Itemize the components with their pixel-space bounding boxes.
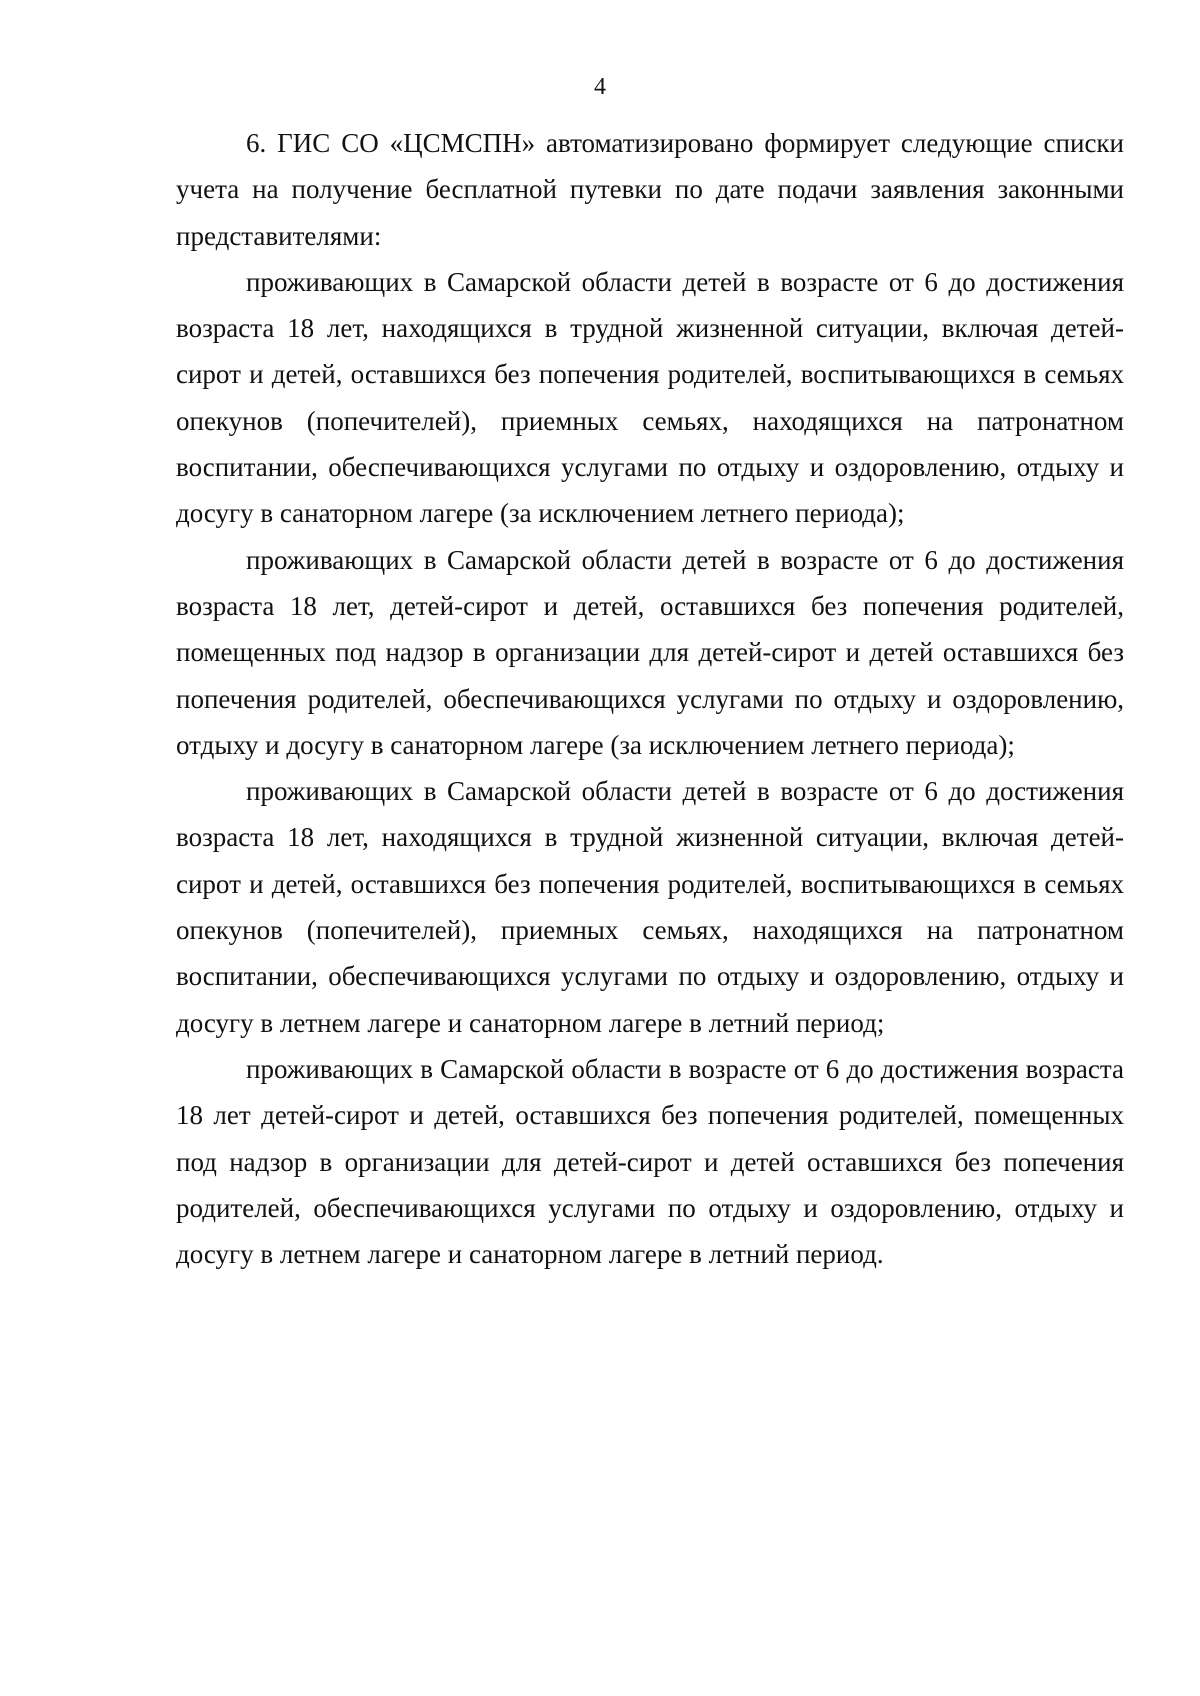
paragraph-list-item: проживающих в Самарской области детей в возрасте от 6 до достижения возраста 18 лет, находящихся в трудной жизненной ситуации, включая детей-сирот и детей, оставшихся без попечения родителей, воспитывающихся в семьях опекунов (попечителей), приемных семьях, находящихся на патронатном воспитании, обеспечивающихся услугами по отдыху и оздоровлению, отдыху и досугу в санаторном лагере (за исключением летнего периода); (176, 266, 1124, 529)
paragraph-intro: 6. ГИС СО «ЦСМСПН» автоматизировано формирует следующие списки учета на получение бесплатной путевки по дате подачи заявления законными представителями: (176, 128, 1124, 251)
paragraph-list-item: проживающих в Самарской области детей в возрасте от 6 до достижения возраста 18 лет, находящихся в трудной жизненной ситуации, включая детей-сирот и детей, оставшихся без попечения родителей, воспитывающихся в семьях опекунов (попечителей), приемных семьях, находящихся на патронатном воспитании, обеспечивающихся услугами по отдыху и оздоровлению, отдыху и досугу в летнем лагере и санаторном лагере в летний период; (176, 776, 1124, 1038)
page-number: 4 (594, 74, 606, 100)
paragraph-list-item: проживающих в Самарской области детей в возрасте от 6 до достижения возраста 18 лет, детей-сирот и детей, оставшихся без попечения родителей, помещенных под надзор в организации для детей-сирот и детей оставшихся без попечения родителей, обеспечивающихся услугами по отдыху и оздоровлению, отдыху и досугу в санаторном лагере (за исключением летнего периода); (176, 544, 1124, 760)
document-body (176, 120, 1124, 1277)
paragraph-list-item: проживающих в Самарской области в возрасте от 6 до достижения возраста 18 лет детей-сирот и детей, оставшихся без попечения родителей, помещенных под надзор в организации для детей-сирот и детей оставшихся без попечения родителей, обеспечивающихся услугами по отдыху и оздоровлению, отдыху и досугу в летнем лагере и санаторном лагере в летний период. (176, 1053, 1124, 1270)
